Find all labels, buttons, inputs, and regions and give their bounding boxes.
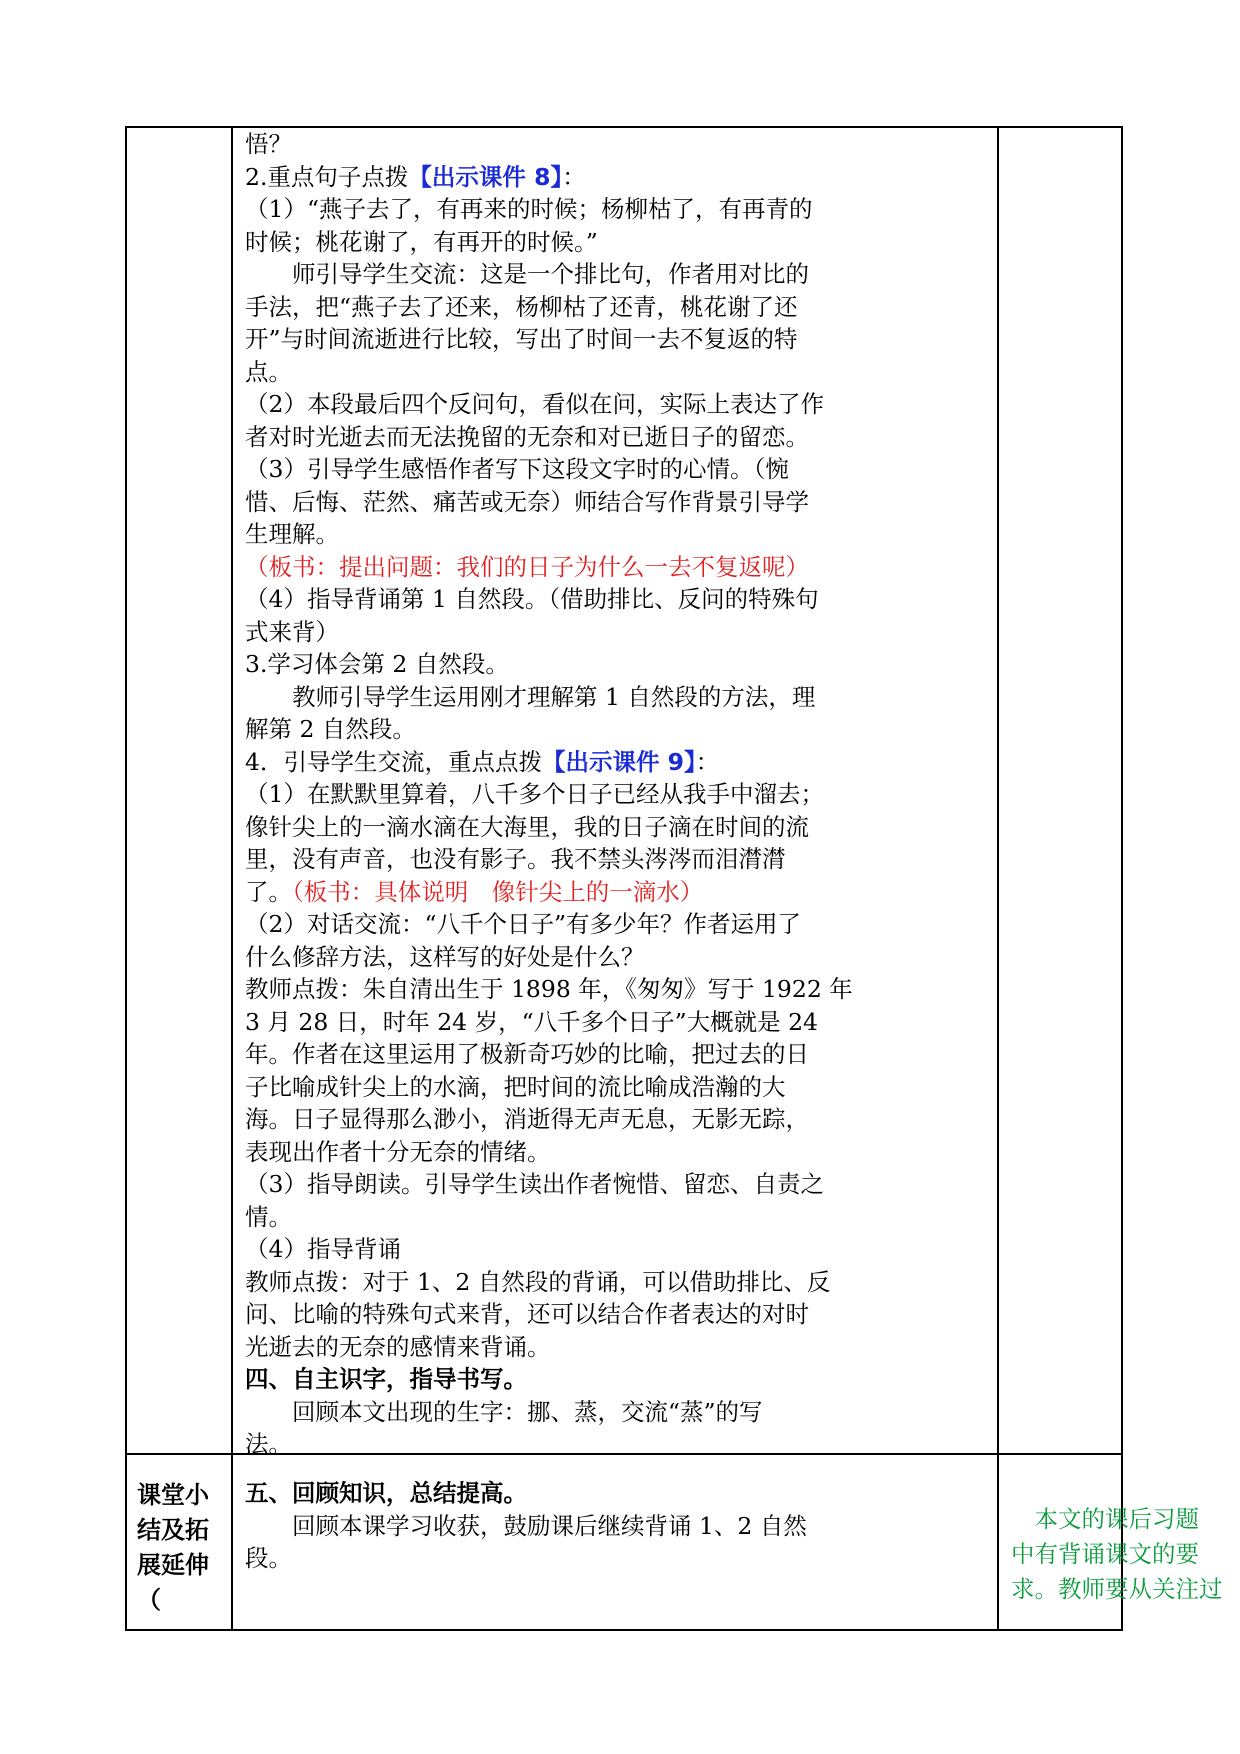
line-text: 段。 xyxy=(245,1544,292,1572)
line-text: 惜、后悔、茫然、痛苦或无奈）师结合写作背景引导学 xyxy=(245,487,809,516)
text-line xyxy=(245,1396,989,1429)
line-text: （2）对话交流：“八千个日子”有多少年？作者运用了 xyxy=(245,910,801,938)
text-line xyxy=(245,648,989,681)
design-note-line: 求。教师要从关注过 xyxy=(1011,1575,1223,1603)
line-text: 表现出作者十分无奈的情绪。 xyxy=(245,1137,551,1166)
stage-label-cell xyxy=(127,1455,231,1631)
line-text: 了。 xyxy=(245,877,292,906)
text-line xyxy=(245,323,989,356)
text-line xyxy=(245,713,989,746)
text-line xyxy=(245,941,989,974)
lesson-plan-table xyxy=(125,126,1223,1631)
text-line xyxy=(245,486,989,519)
line-text: 教师点拨：朱自清出生于 1898 年，《匆匆》写于 1922 年 xyxy=(245,975,853,1003)
line-text: 海。日子显得那么渺小，消逝得无声无息，无影无踪， xyxy=(245,1105,809,1133)
text-line xyxy=(245,1201,989,1234)
line-text: 点。 xyxy=(245,357,292,386)
text-line xyxy=(245,1510,989,1543)
text-line xyxy=(245,1266,989,1299)
text-line xyxy=(245,1006,989,1039)
text-line xyxy=(245,518,989,551)
text-line xyxy=(245,1103,989,1136)
line-text: 五、回顾知识，总结提高。 xyxy=(245,1479,527,1507)
line-text: 教师点拨：对于 1、2 自然段的背诵，可以借助排比、反 xyxy=(245,1267,831,1296)
line-text: 4．引导学生交流，重点点拨 xyxy=(245,747,542,776)
stage-label-line: 展延伸 xyxy=(137,1550,209,1579)
stage-label-line: （ xyxy=(137,1585,161,1614)
text-line xyxy=(245,908,989,941)
design-note-line: 中有背诵课文的要 xyxy=(1011,1540,1199,1568)
text-line xyxy=(245,356,989,389)
text-line xyxy=(245,128,989,161)
lower-process-cell xyxy=(233,1455,997,1631)
board-note: （板书：提出问题：我们的日子为什么一去不复返呢） xyxy=(245,552,809,581)
line-text: 式来背） xyxy=(245,617,339,646)
line-text: 生理解。 xyxy=(245,520,339,548)
text-line xyxy=(245,876,989,909)
line-text: 悟？ xyxy=(245,130,292,158)
line-text: 教师引导学生运用刚才理解第 1 自然段的方法，理 xyxy=(292,682,816,711)
text-line xyxy=(245,551,989,584)
line-text: 法。 xyxy=(245,1430,292,1458)
courseware-tag: 【出示课件 9】 xyxy=(541,747,696,776)
text-line xyxy=(245,1233,989,1266)
text-line xyxy=(245,1542,989,1575)
line-text: （1）在默默里算着，八千多个日子已经从我手中溜去； xyxy=(245,780,824,808)
line-text: 时候；桃花谢了，有再开的时候。” xyxy=(245,227,598,256)
line-text: 像针尖上的一滴水滴在大海里，我的日子滴在时间的流 xyxy=(245,812,809,841)
line-text: 子比喻成针尖上的水滴，把时间的流比喻成浩瀚的大 xyxy=(245,1072,786,1101)
text-line xyxy=(245,291,989,324)
line-text: 什么修辞方法，这样写的好处是什么？ xyxy=(245,942,645,971)
line-text: 2.重点句子点拨 xyxy=(245,162,409,191)
design-note-line: 本文的课后习题 xyxy=(1011,1505,1199,1533)
line-text: 回顾本课学习收获，鼓励课后继续背诵 1、2 自然 xyxy=(292,1511,807,1540)
line-text: 师引导学生交流：这是一个排比句，作者用对比的 xyxy=(292,260,809,288)
upper-stage-cell xyxy=(127,128,231,1453)
text-line xyxy=(245,1168,989,1201)
upper-process-cell xyxy=(233,128,997,1458)
line-text: 3.学习体会第 2 自然段。 xyxy=(245,650,509,678)
text-line xyxy=(245,258,989,291)
line-text: 四、自主识字，指导书写。 xyxy=(245,1365,527,1393)
line-text: 开”与时间流逝进行比较，写出了时间一去不复返的特 xyxy=(245,325,798,353)
text-line xyxy=(245,811,989,844)
courseware-tag: 【出示课件 8】 xyxy=(408,162,563,191)
design-note-cell xyxy=(999,1455,1223,1631)
line-text: ： xyxy=(562,162,586,191)
text-line xyxy=(245,583,989,616)
text-line xyxy=(245,1298,989,1331)
text-line xyxy=(245,193,989,226)
line-text: 手法，把“燕子去了还来，杨柳枯了还青，桃花谢了还 xyxy=(245,292,798,321)
upper-note-cell xyxy=(999,128,1123,1453)
line-text: （2）本段最后四个反问句，看似在问，实际上表达了作 xyxy=(245,390,824,418)
text-line xyxy=(245,1038,989,1071)
text-line xyxy=(245,1331,989,1364)
board-note: （板书：具体说明 像针尖上的一滴水） xyxy=(292,877,704,906)
text-line xyxy=(245,1136,989,1169)
line-text: 者对时光逝去而无法挽留的无奈和对已逝日子的留恋。 xyxy=(245,422,809,451)
stage-label-line: 课堂小 xyxy=(137,1480,209,1509)
line-text: （4）指导背诵第 1 自然段。（借助排比、反问的特殊句 xyxy=(245,585,819,613)
stage-label-line: 结及拓 xyxy=(137,1515,209,1544)
line-text: 情。 xyxy=(245,1202,292,1231)
line-text: 里，没有声音，也没有影子。我不禁头涔涔而泪潸潸 xyxy=(245,845,786,873)
section-heading xyxy=(245,1477,989,1510)
section-heading xyxy=(245,1363,989,1396)
line-text: （3）引导学生感悟作者写下这段文字时的心情。（惋 xyxy=(245,455,789,483)
text-line xyxy=(245,616,989,649)
text-line xyxy=(245,973,989,1006)
line-text: 3 月 28 日，时年 24 岁，“八千多个日子”大概就是 24 xyxy=(245,1007,819,1036)
text-line xyxy=(245,843,989,876)
text-line xyxy=(245,388,989,421)
text-line xyxy=(245,681,989,714)
line-text: 问、比喻的特殊句式来背，还可以结合作者表达的对时 xyxy=(245,1300,809,1328)
text-line xyxy=(245,421,989,454)
line-text: （3）指导朗读。引导学生读出作者惋惜、留恋、自责之 xyxy=(245,1170,824,1198)
text-line xyxy=(245,778,989,811)
text-line xyxy=(245,746,989,779)
text-line xyxy=(245,453,989,486)
line-text: ： xyxy=(695,747,720,776)
line-text: 年。作者在这里运用了极新奇巧妙的比喻，把过去的日 xyxy=(245,1040,809,1068)
line-text: （1）“燕子去了，有再来的时候；杨柳枯了，有再青的 xyxy=(245,195,813,223)
text-line xyxy=(245,226,989,259)
line-text: 光逝去的无奈的感情来背诵。 xyxy=(245,1332,551,1361)
line-text: （4）指导背诵 xyxy=(245,1235,401,1263)
line-text: 解第 2 自然段。 xyxy=(245,715,416,743)
line-text: 回顾本文出现的生字：挪、蒸，交流“蒸”的写 xyxy=(292,1397,763,1426)
text-line xyxy=(245,161,989,194)
text-line xyxy=(245,1071,989,1104)
